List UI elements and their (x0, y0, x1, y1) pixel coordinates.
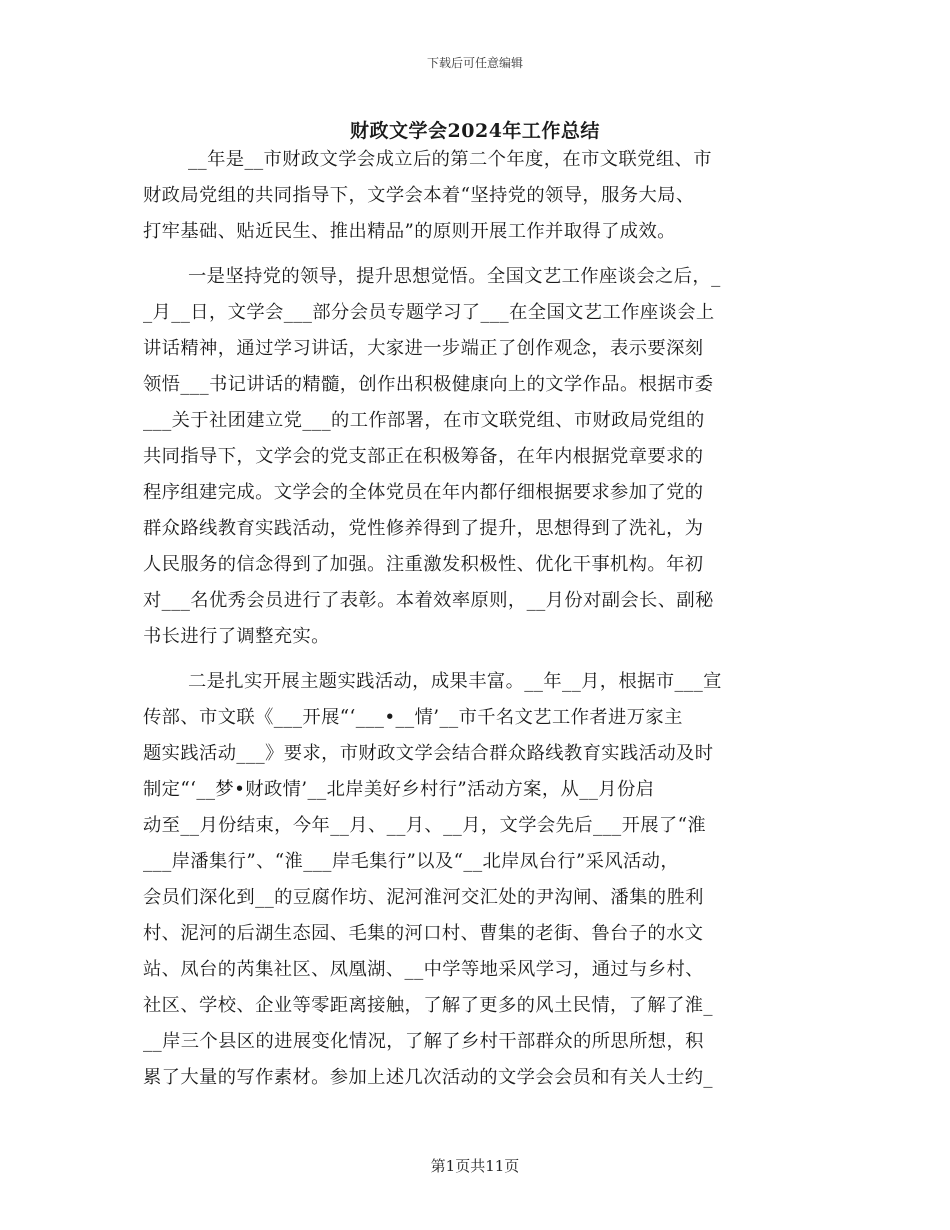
body-line: ___关于社团建立党___的工作部署，在市文联党组、市财政局党组的 (143, 410, 705, 431)
body-line: 社区、学校、企业等零距离接触，了解了更多的风土民情，了解了淮_ (143, 995, 713, 1016)
body-line: 累了大量的写作素材。参加上述几次活动的文学会会员和有关人士约_ (143, 1067, 713, 1088)
body-line: 讲话精神，通过学习讲话，大家进一步端正了创作观念，表示要深刻 (143, 338, 704, 359)
body-line: 会员们深化到__的豆腐作坊、泥河淮河交汇处的尹沟闸、潘集的胜利 (143, 887, 704, 908)
body-line: 题实践活动___》要求，市财政文学会结合群众路线教育实践活动及时 (143, 743, 714, 764)
body-line: 领悟___书记讲话的精髓，创作出积极健康向上的文学作品。根据市委 (143, 374, 714, 395)
body-line: 制定“‘__梦•财政情’__北岸美好乡村行”活动方案，从__月份启 (143, 779, 655, 800)
body-line: 一是坚持党的领导，提升思想觉悟。全国文艺工作座谈会之后，_ (188, 266, 721, 287)
body-line: 村、泥河的后湖生态园、毛集的河口村、曹集的老街、鲁台子的水文 (143, 923, 704, 944)
body-line: 群众路线教育实践活动，党性修养得到了提升，思想得到了洗礼，为 (143, 518, 704, 539)
body-line: 程序组建完成。文学会的全体党员在年内都仔细根据要求参加了党的 (143, 482, 704, 503)
body-line: __年是__市财政文学会成立后的第二个年度，在市文联党组、市 (188, 149, 712, 170)
body-line: 传部、市文联《___开展“‘___•__情’__市千名文艺工作者进万家主 (143, 707, 683, 728)
body-line: 书长进行了调整充实。 (143, 626, 330, 647)
body-line: 打牢基础、贴近民生、推出精品”的原则开展工作并取得了成效。 (143, 221, 676, 242)
body-line: 对___名优秀会员进行了表彰。本着效率原则，__月份对副会长、副秘 (143, 590, 714, 611)
body-line: __岸三个县区的进展变化情况，了解了乡村干部群众的所思所想，积 (143, 1031, 704, 1052)
body-line: _月__日，文学会___部分会员专题学习了___在全国文艺工作座谈会上 (143, 302, 715, 323)
body-line: 共同指导下，文学会的党支部正在积极筹备，在年内根据党章要求的 (143, 446, 704, 467)
body-line: 站、凤台的芮集社区、凤凰湖、__中学等地采风学习，通过与乡村、 (143, 959, 704, 980)
page-number: 第1页共11页 (430, 1157, 520, 1175)
page-header-note: 下载后可任意编辑 (426, 56, 523, 70)
body-line: 人民服务的信念得到了加强。注重激发积极性、优化干事机构。年初 (143, 554, 704, 575)
body-line: 财政局党组的共同指导下，文学会本着“坚持党的领导，服务大局、 (143, 185, 695, 206)
document-title: 财政文学会2024年工作总结 (350, 120, 600, 142)
body-line: 动至__月份结束，今年__月、__月、__月，文学会先后___开展了“淮 (143, 815, 707, 836)
body-line: 二是扎实开展主题实践活动，成果丰富。__年__月，根据市___宣 (188, 671, 722, 692)
body-line: ___岸潘集行”、“淮___岸毛集行”以及“__北岸凤台行”采风活动， (143, 851, 680, 872)
